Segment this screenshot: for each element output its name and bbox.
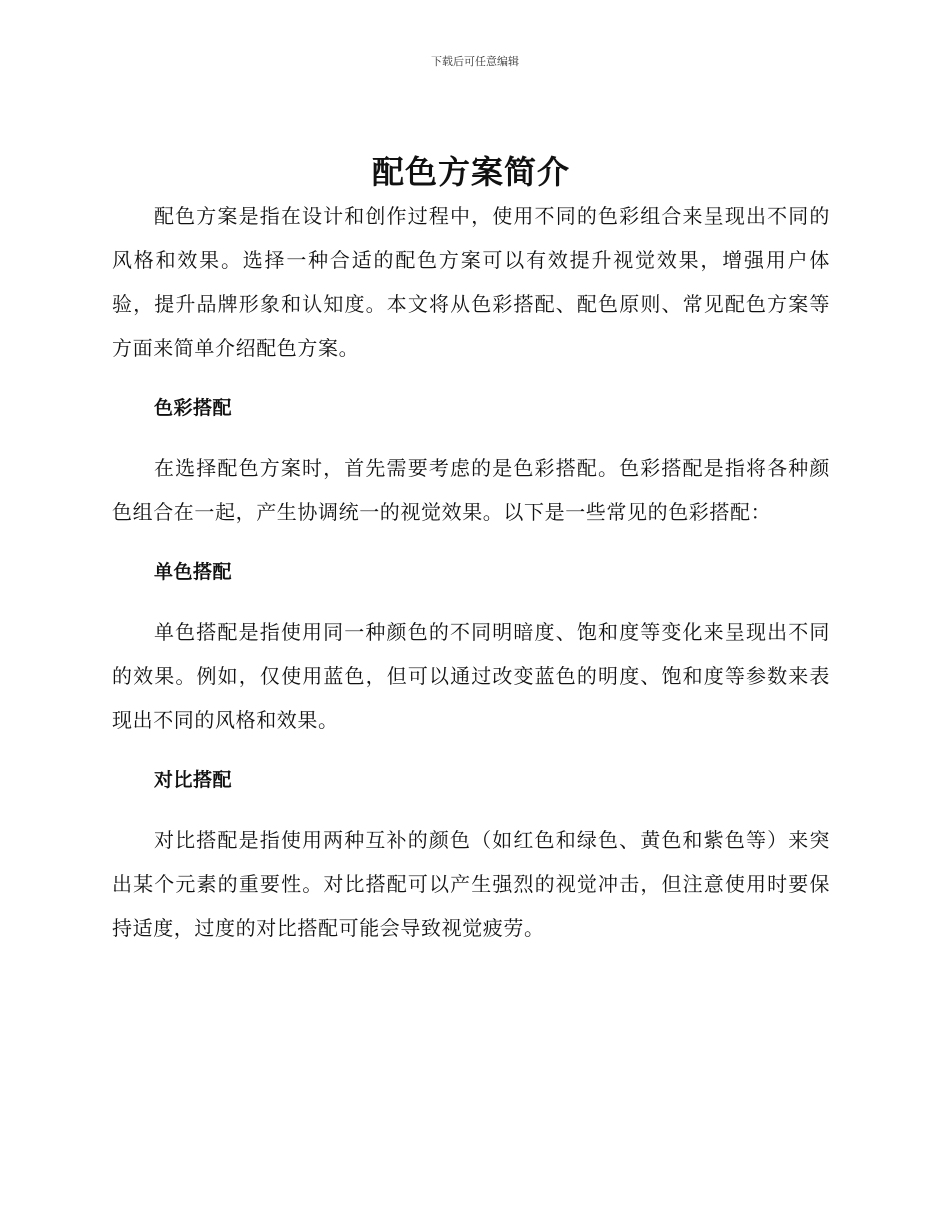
spacer	[112, 742, 830, 758]
header-note: 下载后可任意编辑	[431, 55, 519, 68]
intro-paragraph: 配色方案是指在设计和创作过程中，使用不同的色彩组合来呈现出不同的风格和效果。选择一种合适的配色方案可以有效提升视觉效果，增强用户体验，提升品牌形象和认知度。本文将从色彩搭配、配色原则、常见配色方案等方面来简单介绍配色方案。	[112, 204, 830, 360]
section-heading-contrast: 对比搭配	[154, 769, 233, 791]
spacer	[112, 802, 830, 818]
section-heading-color-matching: 色彩搭配	[154, 397, 233, 419]
section-paragraph-contrast: 对比搭配是指使用两种互补的颜色（如红色和绿色、黄色和紫色等）来突出某个元素的重要性。对比搭配可以产生强烈的视觉冲击，但注意使用时要保持适度，过度的对比搭配可能会导致视觉疲劳。	[112, 828, 830, 940]
spacer	[112, 594, 830, 610]
document-title: 配色方案简介	[371, 153, 570, 191]
spacer	[112, 430, 830, 446]
section-heading-monochrome: 单色搭配	[154, 561, 233, 583]
document-content	[112, 150, 830, 950]
spacer	[112, 534, 830, 550]
section-paragraph-color-matching: 在选择配色方案时，首先需要考虑的是色彩搭配。色彩搭配是指将各种颜色组合在一起，产生协调统一的视觉效果。以下是一些常见的色彩搭配：	[112, 456, 830, 524]
section-paragraph-monochrome: 单色搭配是指使用同一种颜色的不同明暗度、饱和度等变化来呈现出不同的效果。例如，仅使用蓝色，但可以通过改变蓝色的明度、饱和度等参数来表现出不同的风格和效果。	[112, 620, 830, 732]
spacer	[112, 370, 830, 386]
